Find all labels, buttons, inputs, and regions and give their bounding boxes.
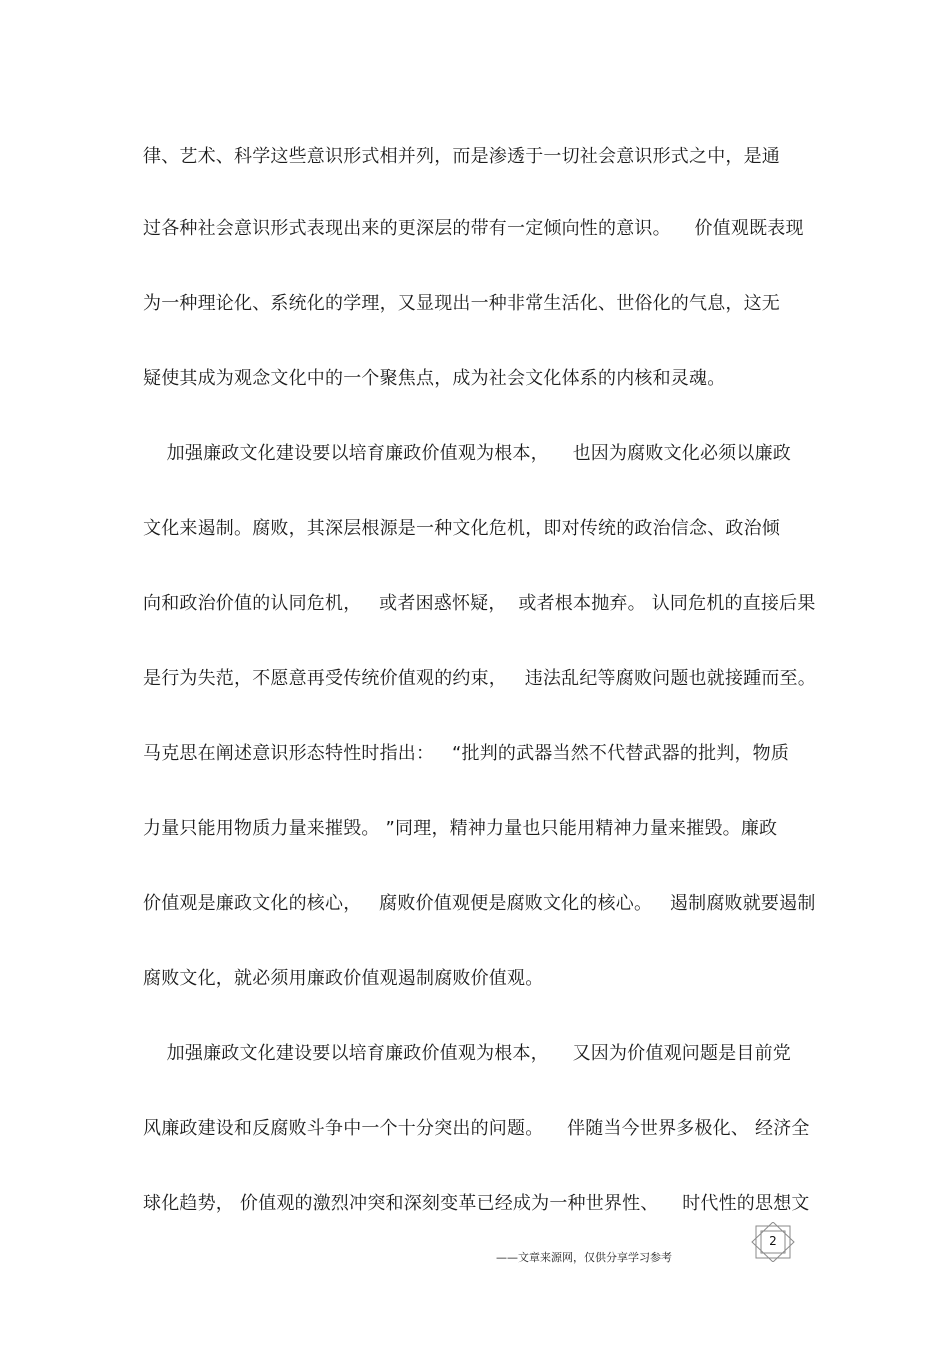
text-line-7: 向和政治价值的认同危机， 或者困惑怀疑， 或者根本抛弃。 认同危机的直接后果	[143, 593, 816, 614]
text-line-9: 马克思在阐述意识形态特性时指出： “批判的武器当然不代替武器的批判，物质	[143, 743, 790, 764]
text-line-1: 律、艺术、科学这些意识形式相并列，而是渗透于一切社会意识形式之中，是通	[143, 146, 780, 167]
text-line-5: 加强廉政文化建设要以培育廉政价值观为根本， 也因为腐败文化必须以廉政	[143, 443, 791, 464]
text-line-4: 疑使其成为观念文化中的一个聚焦点，成为社会文化体系的内核和灵魂。	[143, 368, 726, 389]
text-line-15: 球化趋势， 价值观的激烈冲突和深刻变革已经成为一种世界性、 时代性的思想文	[143, 1193, 810, 1214]
text-line-10: 力量只能用物质力量来摧毁。 ”同理，精神力量也只能用精神力量来摧毁。廉政	[143, 818, 778, 839]
text-line-6: 文化来遏制。腐败，其深层根源是一种文化危机，即对传统的政治信念、政治倾	[143, 518, 780, 539]
footer-source-note: ——文章来源网，仅供分享学习参考	[496, 1251, 672, 1264]
text-line-3: 为一种理论化、系统化的学理，又显现出一种非常生活化、世俗化的气息，这无	[143, 293, 780, 314]
text-line-2: 过各种社会意识形式表现出来的更深层的带有一定倾向性的意识。 价值观既表现	[143, 218, 804, 239]
text-line-8: 是行为失范，不愿意再受传统价值观的约束， 违法乱纪等腐败问题也就接踵而至。	[143, 668, 816, 689]
text-line-13: 加强廉政文化建设要以培育廉政价值观为根本， 又因为价值观问题是目前党	[143, 1043, 791, 1064]
page-number-badge	[750, 1222, 796, 1262]
text-line-14: 风廉政建设和反腐败斗争中一个十分突出的问题。 伴随当今世界多极化、 经济全	[143, 1118, 810, 1139]
text-line-12: 腐败文化，就必须用廉政价值观遏制腐败价值观。	[143, 968, 544, 989]
text-line-11: 价值观是廉政文化的核心， 腐败价值观便是腐败文化的核心。 遏制腐败就要遏制	[143, 893, 816, 914]
page-number: 2	[769, 1234, 777, 1248]
